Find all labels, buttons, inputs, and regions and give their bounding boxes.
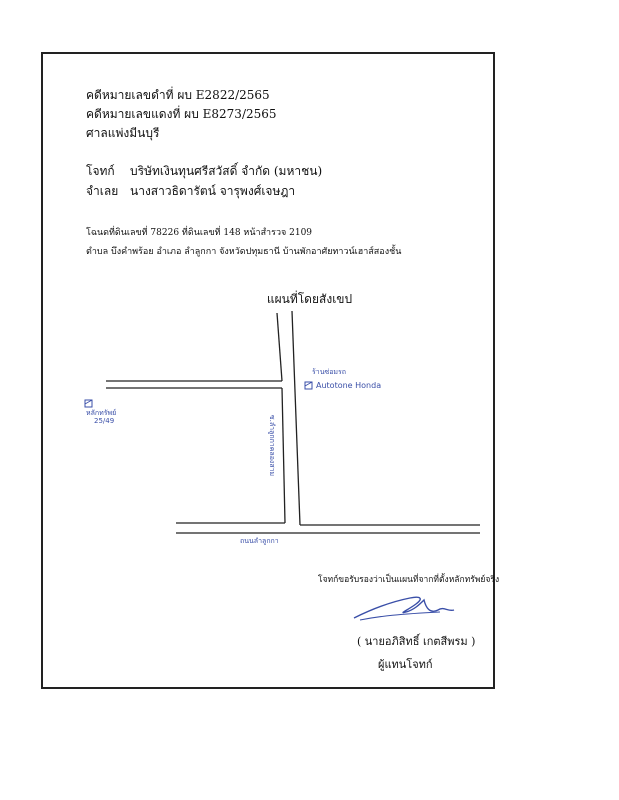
sketch-map [60, 305, 480, 555]
bottom-road-label: ถนนลำลูกกา [240, 537, 279, 545]
court-name: ศาลแพ่งมีนบุรี [86, 126, 160, 140]
deed-line: โฉนดที่ดินเลขที่ 78226 ที่ดินเลขที่ 148 หน้าสำรวจ 2109 [86, 228, 313, 238]
signer-role: ผู้แทนโจทก์ [378, 658, 433, 671]
shop-label-english: Autotone Honda [316, 381, 382, 390]
location-line: ตำบล บึงคำพร้อย อำเภอ ลำลูกกา จังหวัดปทุมธานี บ้านพักอาศัยทาวน์เฮาส์สองชั้น [86, 247, 402, 257]
map-title: แผนที่โดยสังเขป [266, 292, 353, 306]
defendant-name: นางสาวธิดารัตน์ จารุพงศ์เจษฎา [130, 184, 296, 198]
plaintiff-name: บริษัทเงินทุนศรีสวัสดิ์ จำกัด (มหาชน) [130, 164, 323, 178]
red-case-number: คดีหมายเลขแดงที่ ผบ E8273/2565 [86, 107, 277, 121]
vertical-road-label: ซ.ลำลูกกาคลองสาม [268, 414, 277, 477]
vertical-road-left-edge-upper [277, 313, 282, 381]
vertical-road-right-edge [292, 311, 300, 525]
house-label: หลักทรัพย์ [86, 409, 117, 417]
signer-name: ( นายอภิสิทธิ์ เกตสีพรม ) [357, 635, 476, 648]
defendant-label: จำเลย [86, 184, 119, 198]
black-case-number: คดีหมายเลขดำที่ ผบ E2822/2565 [86, 88, 270, 102]
vertical-road-left-edge-lower [282, 388, 285, 523]
shop-label-thai: ร้านซ่อมรถ [312, 368, 347, 376]
house-number: 25/49 [94, 417, 115, 425]
plaintiff-label: โจทก์ [86, 164, 115, 178]
certification-text: โจทก์ขอรับรองว่าเป็นแผนที่จากที่ตั้งหลักทรัพย์จริง [318, 575, 500, 585]
signature-image [350, 588, 460, 626]
